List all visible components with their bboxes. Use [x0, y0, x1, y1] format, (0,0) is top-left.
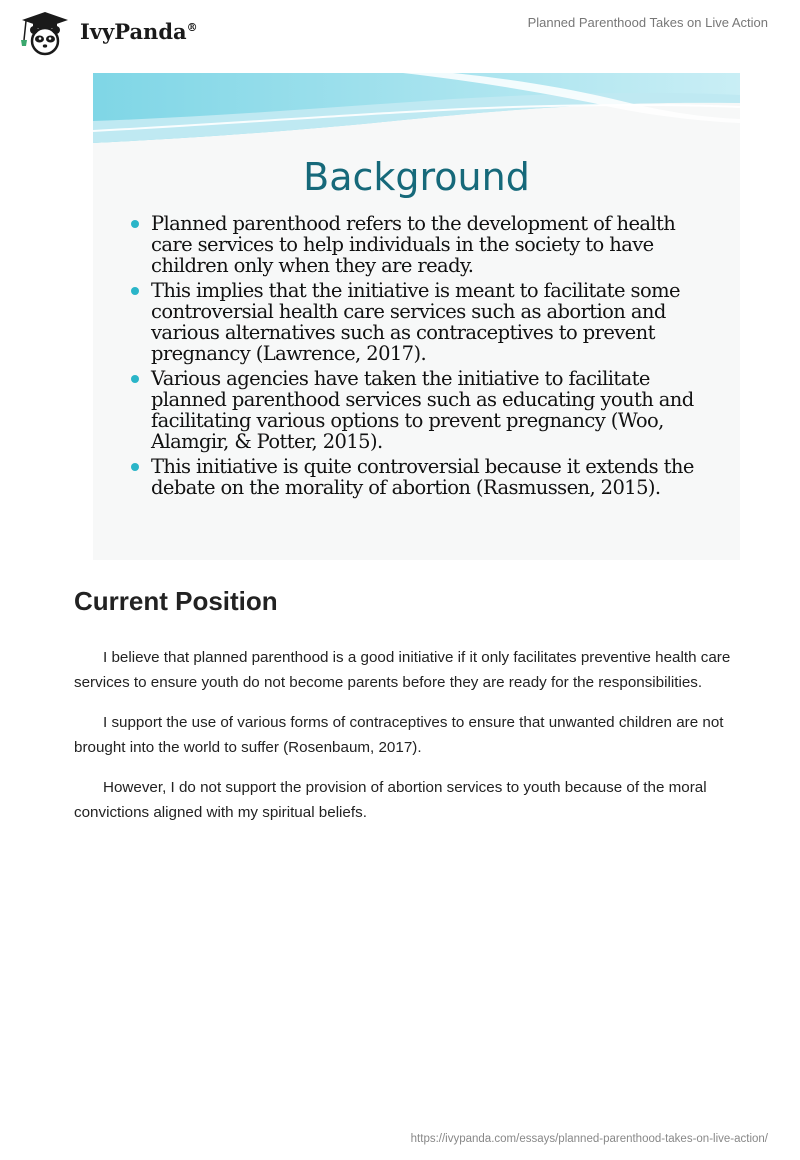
section-heading: Current Position	[74, 586, 278, 616]
slide-bullet: This initiative is quite controversial because it extends the debate on the morality of abortion (Rasmussen, 2015).	[131, 456, 721, 498]
slide-wave-decoration	[93, 73, 740, 153]
body-paragraph: I support the use of various forms of contraceptives to ensure that unwanted children are not brought into the world to suffer (Rosenbaum, 2017).	[74, 714, 724, 756]
slide-bullet: Planned parenthood refers to the development of health care services to help individuals in the society to have children only when they are ready.	[131, 213, 721, 276]
slide-bullet: Various agencies have taken the initiative to facilitate planned parenthood services such as educating youth and facilitating various options to prevent pregnancy (Woo, Alamgir, & Potter, 2015).	[131, 368, 721, 452]
slide-title: Background	[303, 155, 530, 199]
slide-bullet: This implies that the initiative is meant to facilitate some controversial health care services such as abortion and various alternatives such as contraceptives to prevent pregnancy (Lawrence, 2017).	[131, 280, 721, 364]
body-paragraph: However, I do not support the provision of abortion services to youth because of the moral convictions aligned with my spiritual beliefs.	[74, 779, 707, 821]
document-title: Planned Parenthood Takes on Live Action	[527, 15, 768, 30]
bullet-dot-icon	[131, 287, 139, 295]
bullet-dot-icon	[131, 220, 139, 228]
slide-bullet-list	[131, 213, 721, 502]
page-header	[0, 0, 800, 60]
brand-name: IvyPanda®	[80, 18, 198, 44]
body-paragraph: I believe that planned parenthood is a good initiative if it only facilitates preventive health care services to ensure youth do not become parents before they are ready for the responsibilities.	[74, 649, 731, 691]
slide-image	[93, 73, 740, 560]
bullet-dot-icon	[131, 375, 139, 383]
section-body	[74, 646, 734, 841]
footer-url-link[interactable]: https://ivypanda.com/essays/planned-parenthood-takes-on-live-action/	[410, 1133, 768, 1145]
ivypanda-logo[interactable]	[16, 10, 198, 56]
panda-graduate-icon	[16, 10, 74, 56]
bullet-dot-icon	[131, 463, 139, 471]
